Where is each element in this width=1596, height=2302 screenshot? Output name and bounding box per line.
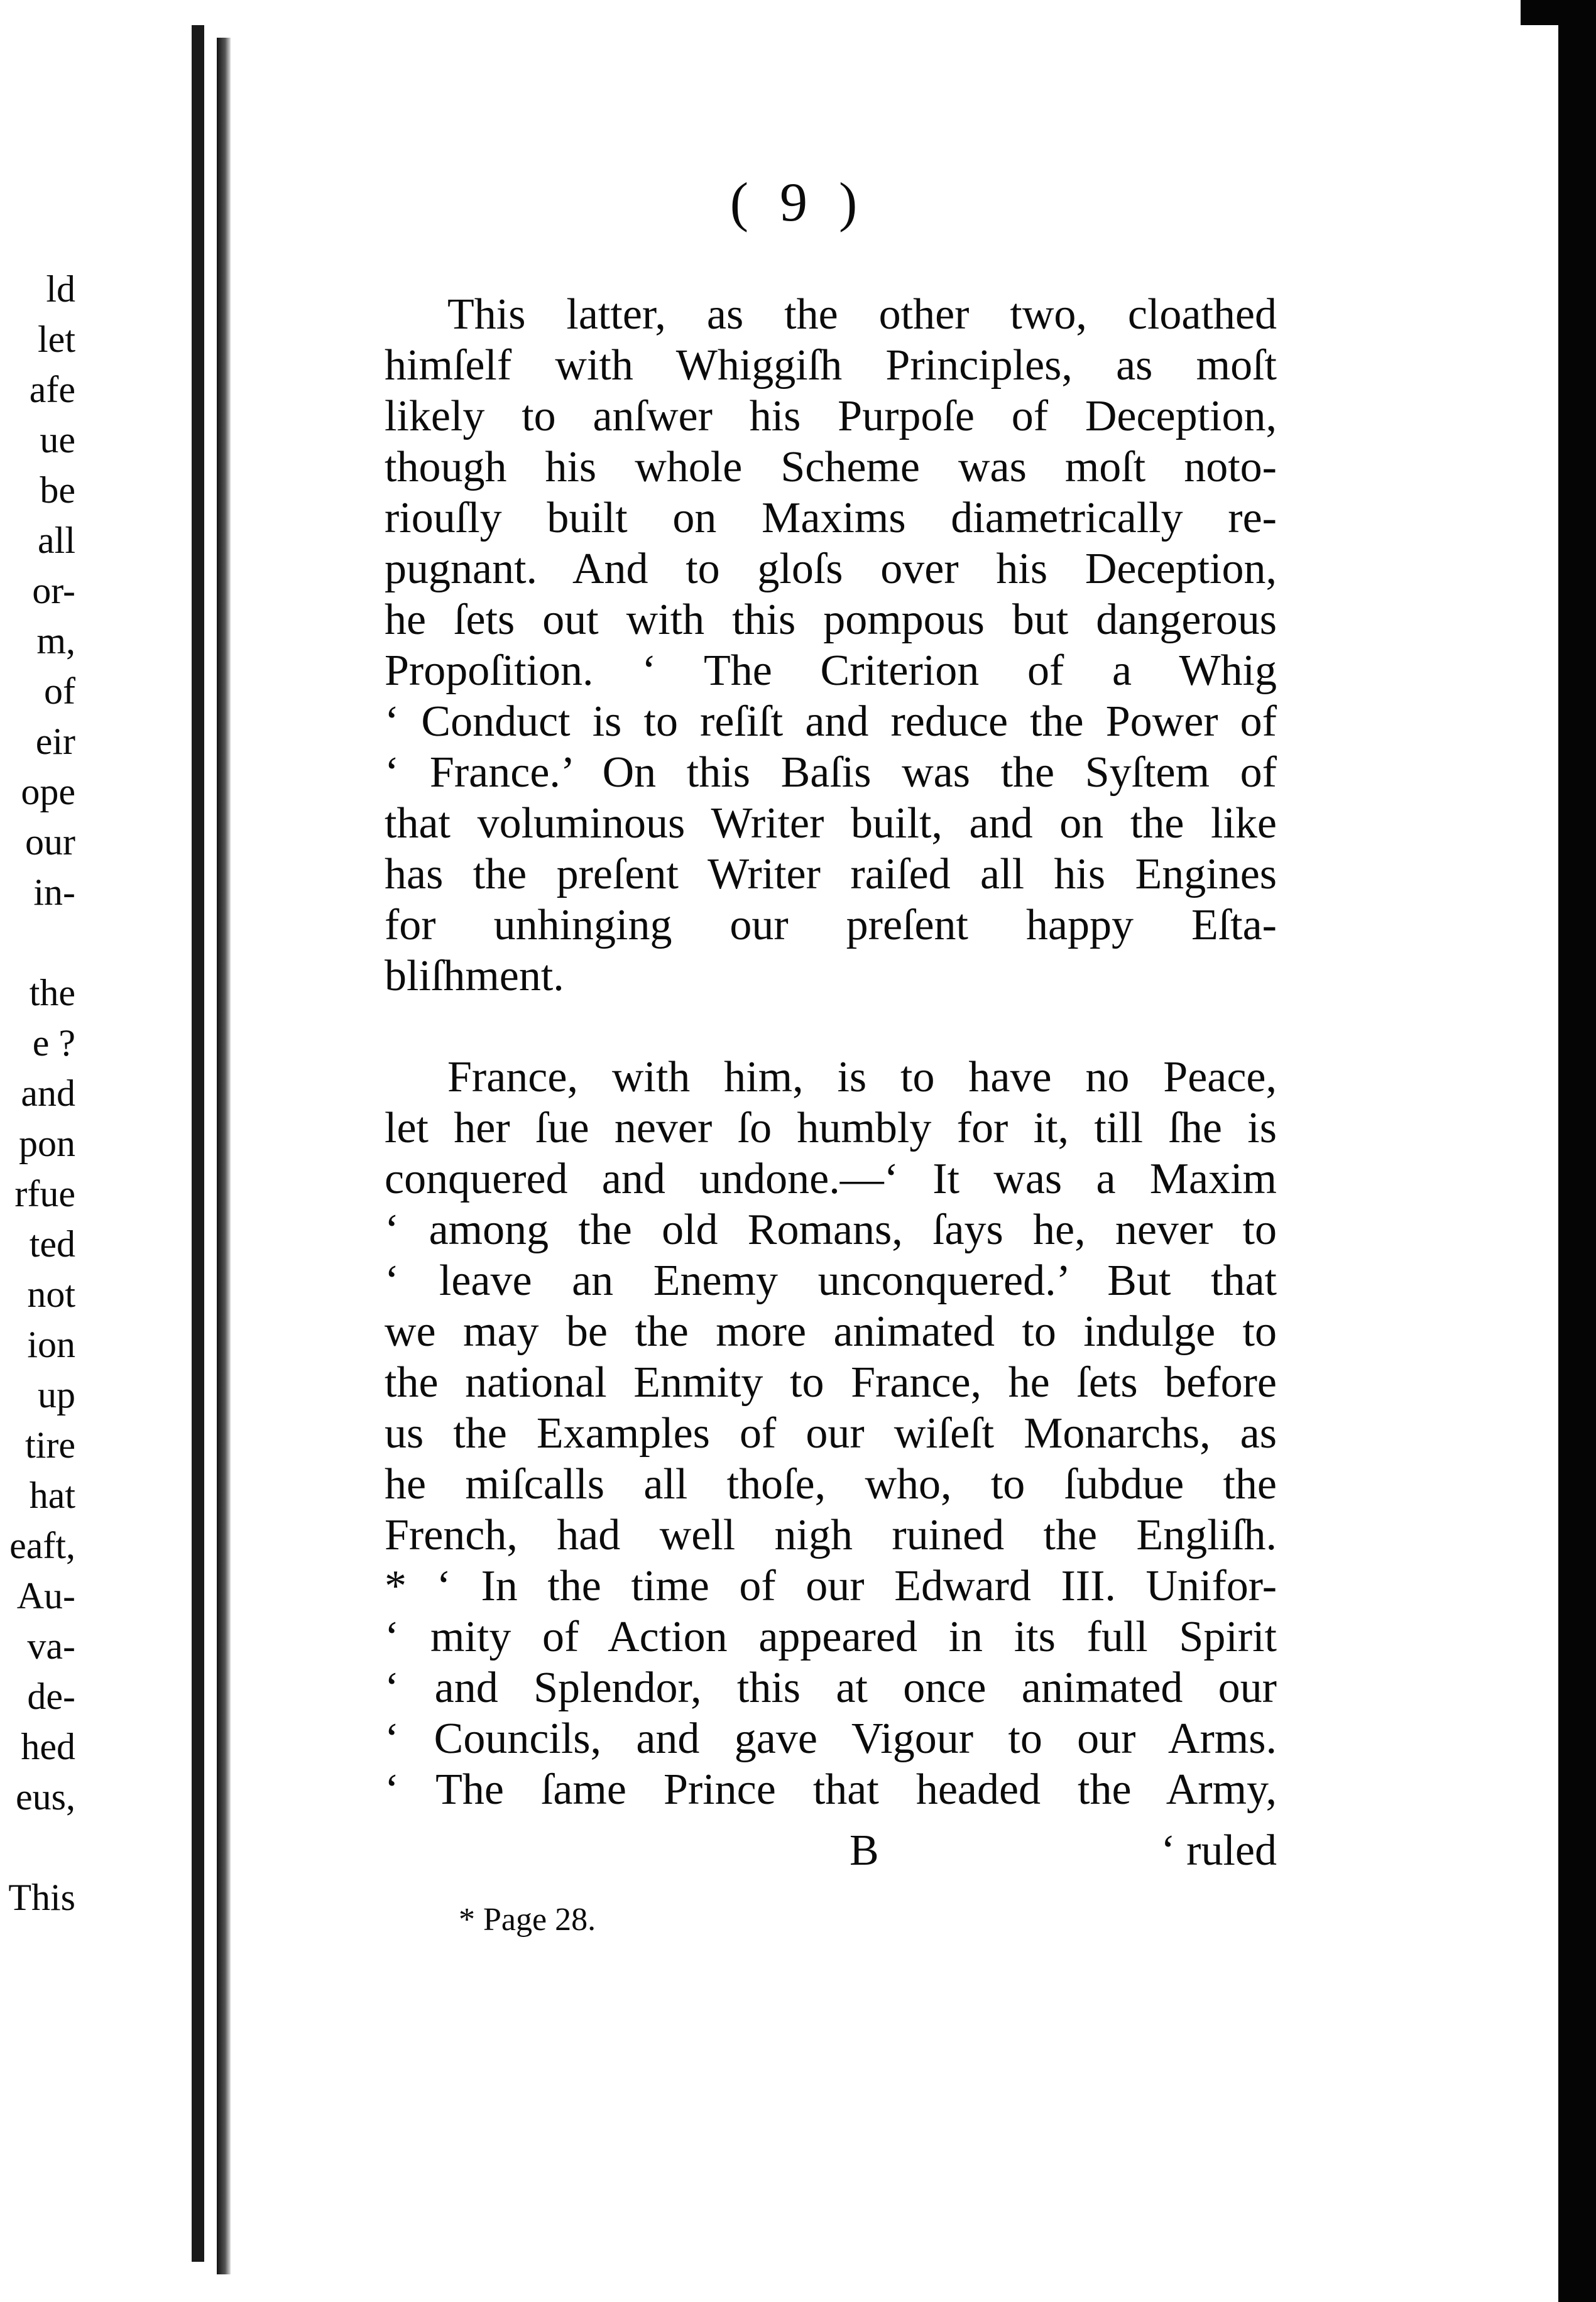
text-line: ‘ and Splendor, this at once animated our xyxy=(385,1664,1277,1712)
text-line: ‘ Conduct is to reſiſt and reduce the Power of xyxy=(385,697,1277,746)
previous-page-fragment: This xyxy=(8,1877,75,1918)
previous-page-fragment: ue xyxy=(40,419,75,461)
page-number: ( 9 ) xyxy=(730,172,866,233)
previous-page-fragment: in- xyxy=(33,871,75,913)
footnote: * Page 28. xyxy=(459,1902,596,1938)
previous-page-fragment: ted xyxy=(29,1223,75,1265)
signature-mark: B xyxy=(850,1826,879,1875)
text-line: ‘ The ſame Prince that headed the Army, xyxy=(385,1765,1277,1814)
scan-border-right xyxy=(1558,0,1596,2302)
book-gutter-shadow xyxy=(192,25,204,2262)
previous-page-fragment: eaft, xyxy=(9,1525,75,1566)
previous-page-fragment xyxy=(0,1822,189,1872)
previous-page-fragment: and xyxy=(21,1072,75,1114)
previous-page-fragment: Au- xyxy=(16,1575,75,1617)
text-line: us the Examples of our wiſeſt Monarchs, as xyxy=(385,1409,1277,1458)
scan-border-top-right xyxy=(1521,0,1558,25)
text-line: he miſcalls all thoſe, who, to ſubdue the xyxy=(385,1460,1277,1508)
text-line: likely to anſwer his Purpoſe of Deception, xyxy=(385,392,1277,440)
text-line: for unhinging our preſent happy Eſta- xyxy=(385,901,1277,949)
paragraph-1 xyxy=(385,289,1277,1001)
previous-page-fragment: ope xyxy=(21,771,75,812)
previous-page-fragment: the xyxy=(29,972,75,1013)
text-line: let her ſue never ſo humbly for it, till ſhe is xyxy=(385,1104,1277,1152)
previous-page-fragment: de- xyxy=(27,1676,75,1717)
text-line: that voluminous Writer built, and on the like xyxy=(385,799,1277,848)
text-line: France, with him, is to have no Peace, xyxy=(447,1053,1277,1101)
previous-page-fragment: pon xyxy=(19,1123,75,1164)
text-line: he ſets out with this pompous but dangerous xyxy=(385,596,1277,644)
previous-page-fragment: tire xyxy=(25,1424,75,1466)
text-line: ‘ Councils, and gave Vigour to our Arms. xyxy=(385,1715,1277,1763)
text-line: pugnant. And to gloſs over his Deception, xyxy=(385,545,1277,593)
previous-page-fragment: let xyxy=(38,319,75,360)
previous-page-fragment: not xyxy=(27,1274,75,1315)
text-line: ‘ leave an Enemy unconquered.’ But that xyxy=(385,1257,1277,1305)
text-line: ‘ mity of Action appeared in its full Spirit xyxy=(385,1613,1277,1661)
paragraph-gap xyxy=(385,1001,1277,1052)
text-line: * ‘ In the time of our Edward III. Unifor- xyxy=(385,1562,1277,1610)
text-line: conquered and undone.—‘ It was a Maxim xyxy=(385,1155,1277,1203)
previous-page-fragment: afe xyxy=(29,369,75,410)
previous-page-fragment: be xyxy=(40,469,75,511)
previous-page-fragment: eir xyxy=(35,721,75,762)
previous-page-fragment: m, xyxy=(36,620,75,662)
paragraph-2 xyxy=(385,1052,1277,1815)
previous-page-fragment: va- xyxy=(27,1625,75,1667)
text-line: This latter, as the other two, cloathed xyxy=(447,290,1277,339)
text-line: ‘ among the old Romans, ſays he, never to xyxy=(385,1206,1277,1254)
text-line: has the preſent Writer raiſed all his Engines xyxy=(385,850,1277,898)
signature-row xyxy=(385,1826,1277,1876)
previous-page-fragment: rfue xyxy=(14,1173,75,1214)
text-line: the national Enmity to France, he ſets before xyxy=(385,1358,1277,1407)
previous-page-fragment: or- xyxy=(32,570,75,611)
previous-page-fragment xyxy=(0,917,189,968)
text-line: Propoſition. ‘ The Criterion of a Whig xyxy=(385,646,1277,695)
text-line: riouſly built on Maxims diametrically re- xyxy=(385,494,1277,542)
text-line: himſelf with Whiggiſh Principles, as moſt xyxy=(385,341,1277,390)
previous-page-fragment: up xyxy=(38,1374,75,1416)
previous-page-margin xyxy=(0,264,189,1923)
text-line: ‘ France.’ On this Baſis was the Syſtem of xyxy=(385,748,1277,797)
previous-page-fragment: our xyxy=(25,821,75,863)
catchword: ‘ ruled xyxy=(1161,1826,1277,1875)
previous-page-fragment: hed xyxy=(21,1726,75,1767)
text-line: French, had well nigh ruined the Engliſh. xyxy=(385,1511,1277,1559)
text-line: bliſhment. xyxy=(385,952,564,1000)
previous-page-fragment: eus, xyxy=(16,1776,75,1818)
text-line: we may be the more animated to indulge to xyxy=(385,1307,1277,1356)
body-text xyxy=(385,289,1277,1815)
previous-page-fragment: hat xyxy=(29,1475,75,1516)
text-line: though his whole Scheme was moſt noto- xyxy=(385,443,1277,491)
page-edge-shadow xyxy=(217,38,231,2274)
previous-page-fragment: ld xyxy=(46,268,75,310)
previous-page-fragment: all xyxy=(38,520,75,561)
previous-page-fragment: of xyxy=(44,670,75,712)
previous-page-fragment: e ? xyxy=(32,1022,75,1064)
previous-page-fragment: ion xyxy=(27,1324,75,1365)
